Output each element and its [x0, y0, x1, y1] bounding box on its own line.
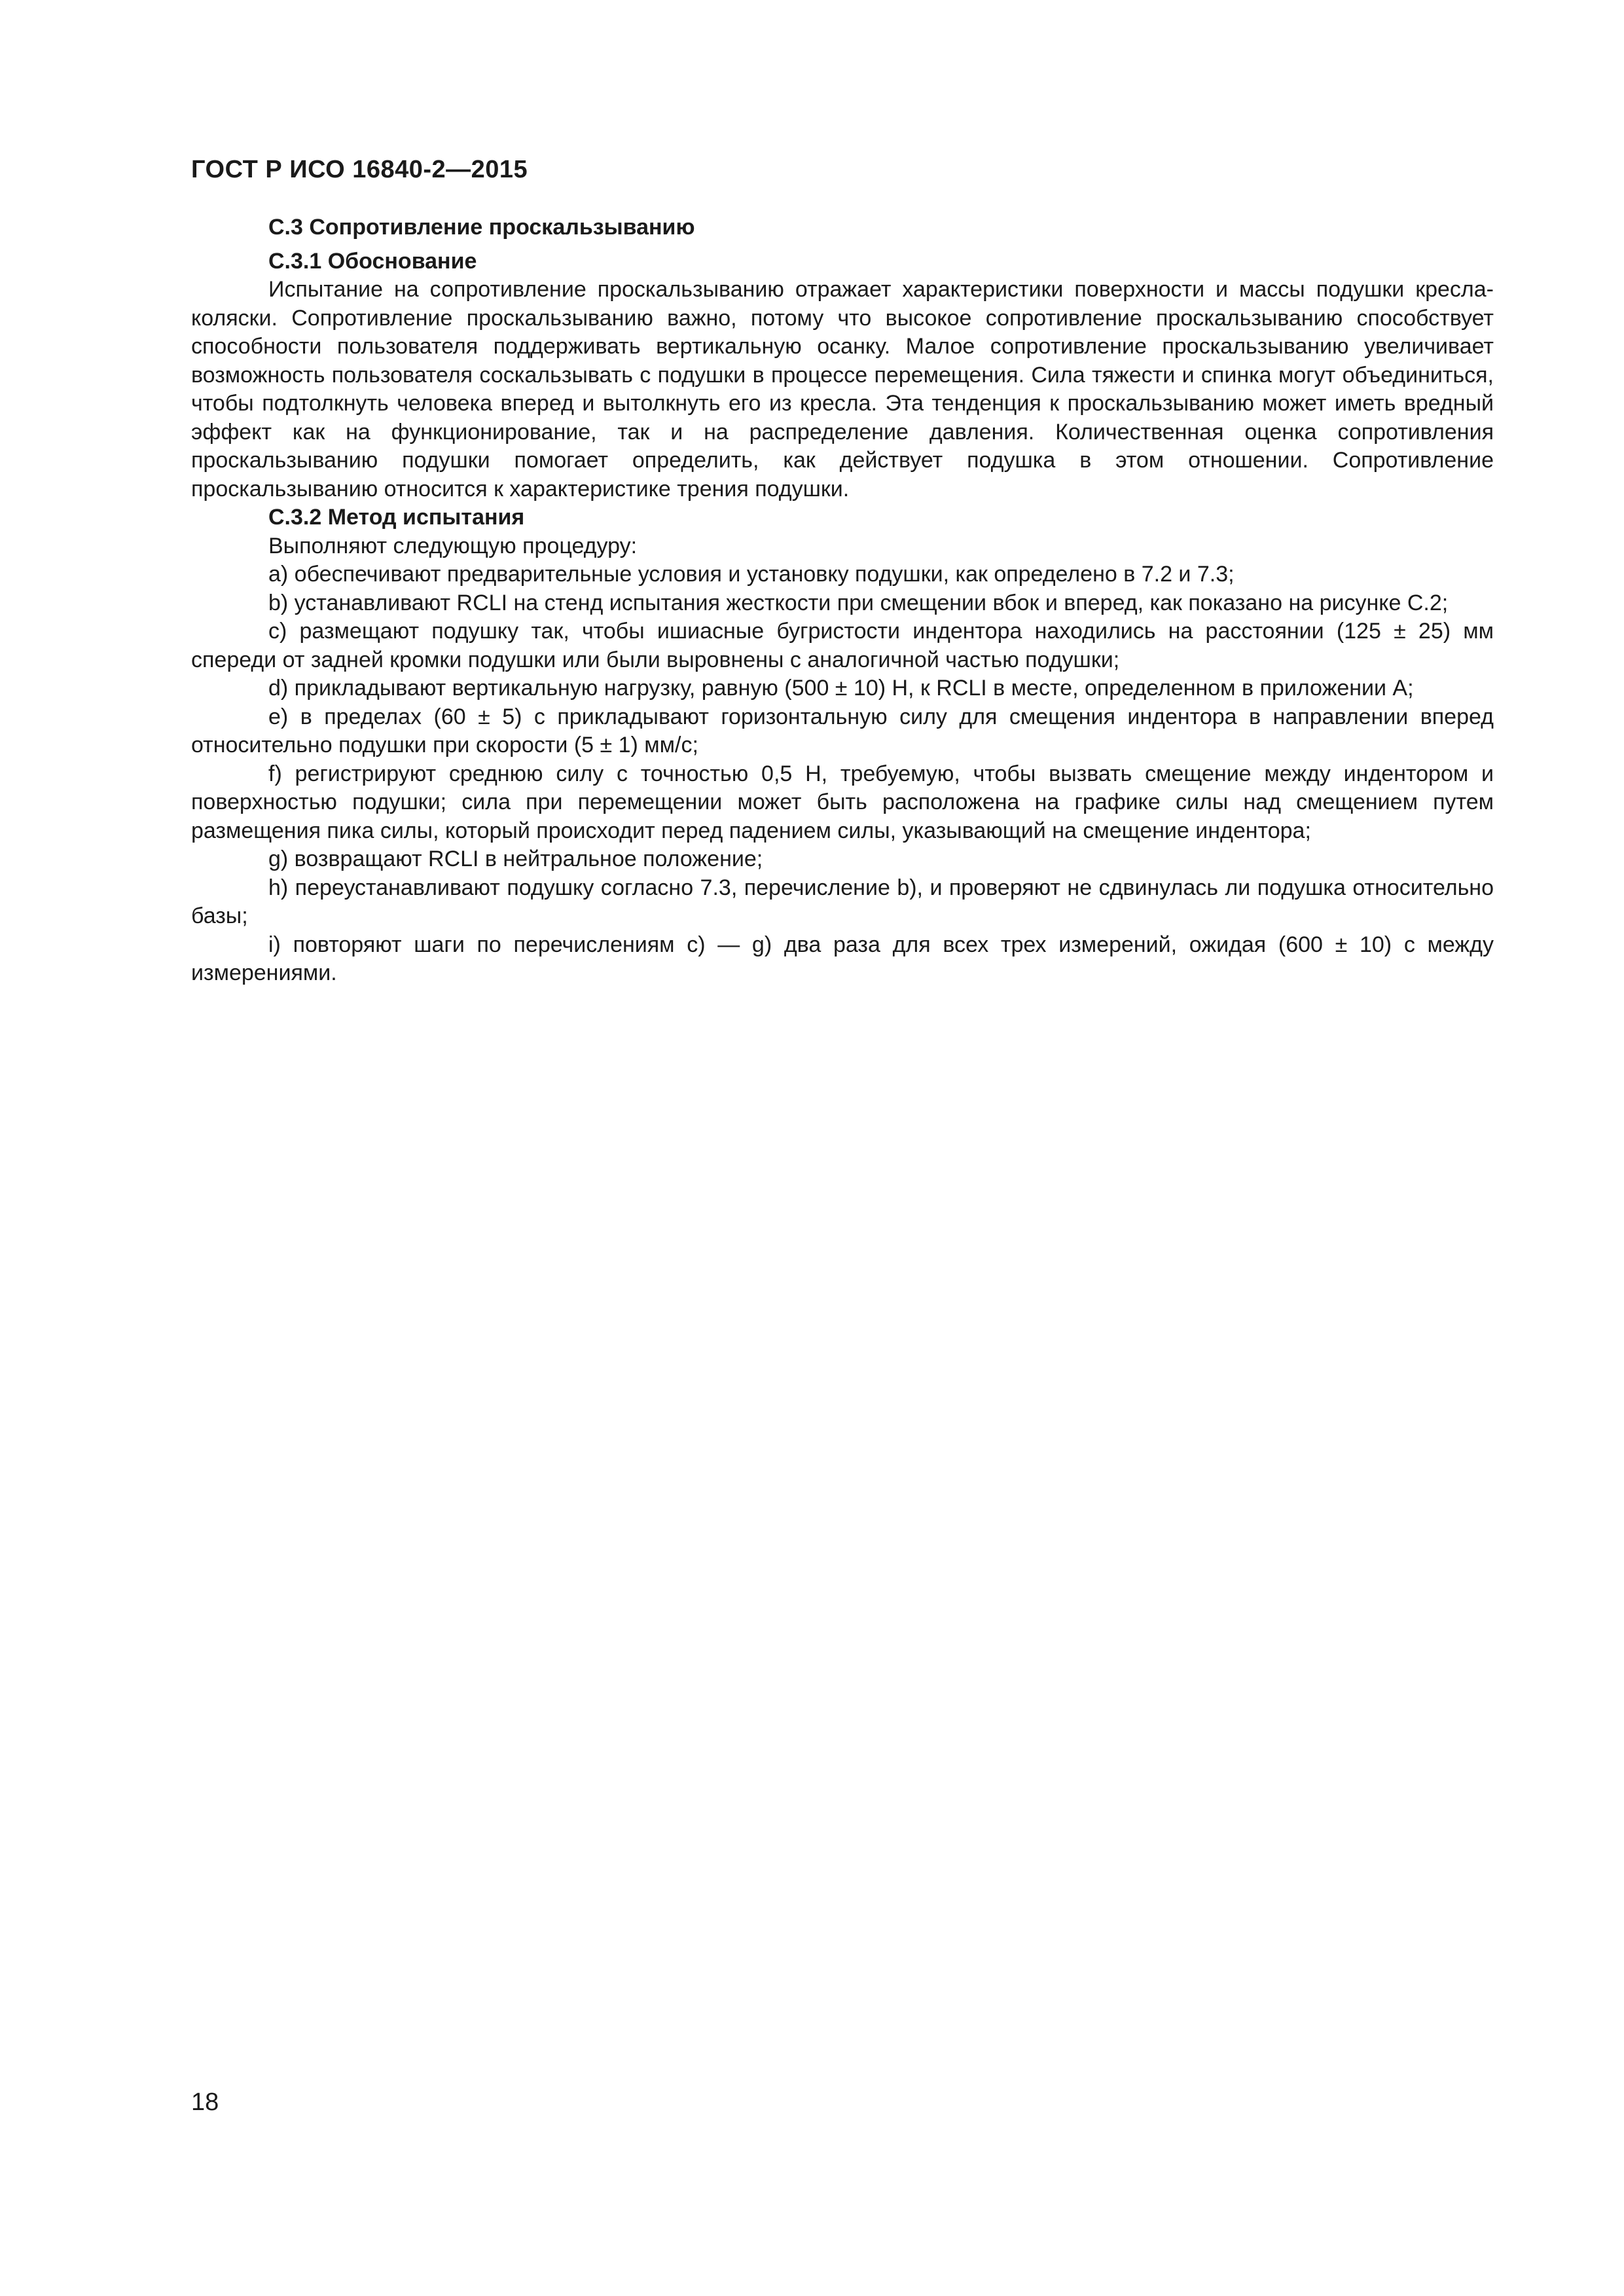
method-intro: Выполняют следующую процедуру: — [268, 533, 638, 558]
procedure-step: h) переустанавливают подушку согласно 7.3, перечисление b), и проверяют не сдвинулась ли подушка относительно базы; — [191, 875, 1494, 928]
procedure-step: a) обеспечивают предварительные условия и установку подушки, как определено в 7.2 и 7.3; — [268, 562, 1235, 587]
rationale-paragraph: Испытание на сопротивление проскальзыванию отражает характеристики поверхности и массы подушки кресла-коляски. Сопротивление проскальзыванию важно, потому что высокое сопротивление проскальзыванию способствует способности пользователя поддерживать вертикальную осанку. Малое сопротивление проскальзыванию увеличивает возможность пользователя соскальзывать с подушки в процессе перемещения. Сила тяжести и спинка могут объединиться, чтобы подтолкнуть человека вперед и вытолкнуть его из кресла. Эта тенденция к проскальзыванию может иметь вредный эффект как на функционирование, так и на распределение давления. Количественная оценка сопротивления проскальзыванию подушки помогает определить, как действует подушка в этом отношении. Сопротивление проскальзыванию относится к характеристике трения подушки. — [191, 277, 1494, 501]
procedure-step: f) регистрируют среднюю силу с точностью 0,5 Н, требуемую, чтобы вызвать смещение между индентором и поверхностью подушки; сила при перемещении может быть расположена на графике силы над смещением путем размещения пика силы, который происходит перед падением силы, указывающий на смещение индентора; — [191, 761, 1494, 843]
procedure-step: b) устанавливают RCLI на стенд испытания жесткости при смещении вбок и вперед, как показано на рисунке С.2; — [268, 590, 1449, 615]
procedure-step: i) повторяют шаги по перечислениям c) — g) два раза для всех трех измерений, ожидая (600 ± 10) с между измерениями. — [191, 932, 1494, 985]
document-code-header: ГОСТ Р ИСО 16840-2—2015 — [191, 156, 528, 183]
subsection-heading-method: С.3.2 Метод испытания — [268, 505, 525, 530]
page-number: 18 — [191, 2088, 219, 2116]
section-heading: С.3 Сопротивление проскальзыванию — [268, 215, 695, 240]
procedure-step: e) в пределах (60 ± 5) с прикладывают горизонтальную силу для смещения индентора в направлении вперед относительно подушки при скорости (5 ± 1) мм/с; — [191, 704, 1494, 757]
procedure-step: d) прикладывают вертикальную нагрузку, равную (500 ± 10) Н, к RCLI в месте, определенном в приложении А; — [268, 676, 1414, 701]
procedure-step: c) размещают подушку так, чтобы ишиасные бугристости индентора находились на расстоянии (125 ± 25) мм спереди от задней кромки подушки или были выровнены с аналогичной частью подушки; — [191, 619, 1494, 672]
subsection-heading-rationale: С.3.1 Обоснование — [268, 248, 477, 274]
procedure-step: g) возвращают RCLI в нейтральное положение; — [268, 847, 763, 871]
document-body — [191, 213, 1494, 988]
